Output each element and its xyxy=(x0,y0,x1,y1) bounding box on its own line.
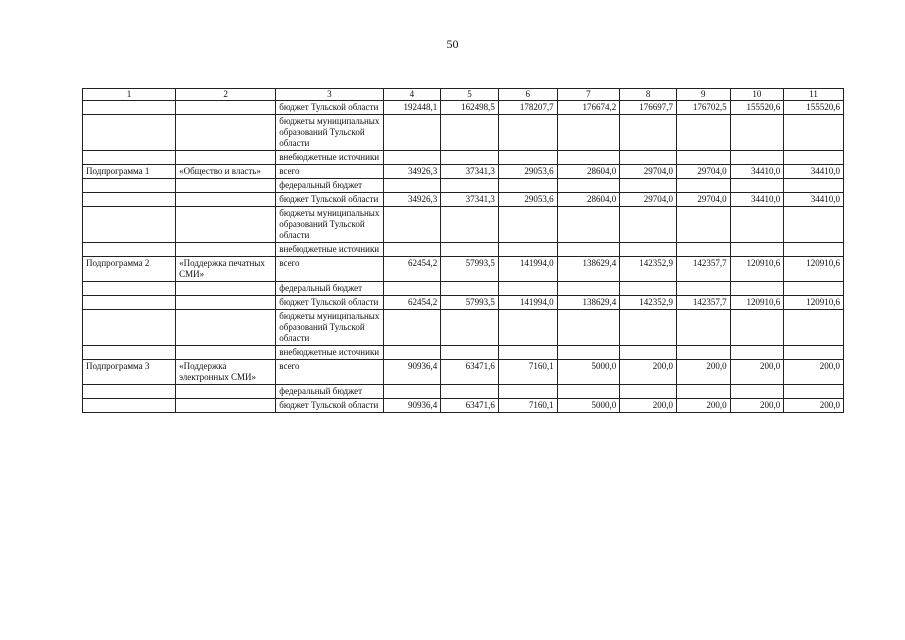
value-cell xyxy=(441,115,499,151)
value-cell xyxy=(620,346,677,360)
column-header: 2 xyxy=(176,89,276,101)
value-cell: 62454,2 xyxy=(383,257,441,282)
title-cell xyxy=(176,193,276,207)
program-cell xyxy=(83,151,176,165)
value-cell: 5000,0 xyxy=(557,399,620,413)
value-cell xyxy=(730,151,784,165)
value-cell: 34410,0 xyxy=(784,193,844,207)
source-cell: бюджет Тульской области xyxy=(276,296,383,310)
value-cell xyxy=(620,243,677,257)
program-cell xyxy=(83,115,176,151)
title-cell xyxy=(176,296,276,310)
value-cell xyxy=(557,385,620,399)
value-cell: 90936,4 xyxy=(383,360,441,385)
table-row xyxy=(83,257,844,282)
value-cell xyxy=(498,151,557,165)
value-cell xyxy=(441,282,499,296)
value-cell xyxy=(676,179,730,193)
value-cell: 142352,9 xyxy=(620,257,677,282)
value-cell xyxy=(730,310,784,346)
value-cell: 200,0 xyxy=(730,399,784,413)
title-cell xyxy=(176,243,276,257)
value-cell: 29704,0 xyxy=(676,193,730,207)
value-cell: 200,0 xyxy=(676,360,730,385)
value-cell xyxy=(557,179,620,193)
page-number: 50 xyxy=(446,37,459,51)
budget-table xyxy=(82,88,844,413)
value-cell: 34926,3 xyxy=(383,193,441,207)
value-cell: 34410,0 xyxy=(784,165,844,179)
source-cell: всего xyxy=(276,165,383,179)
value-cell xyxy=(620,310,677,346)
value-cell: 29704,0 xyxy=(676,165,730,179)
source-cell: внебюджетные источники xyxy=(276,243,383,257)
value-cell: 200,0 xyxy=(676,399,730,413)
source-cell: бюджеты муниципальных образований Тульской области xyxy=(276,310,383,346)
value-cell xyxy=(383,385,441,399)
value-cell xyxy=(784,179,844,193)
table-row xyxy=(83,101,844,115)
value-cell xyxy=(383,282,441,296)
value-cell xyxy=(498,282,557,296)
value-cell: 178207,7 xyxy=(498,101,557,115)
column-header: 4 xyxy=(383,89,441,101)
table-row xyxy=(83,385,844,399)
value-cell xyxy=(784,151,844,165)
column-header: 8 xyxy=(620,89,677,101)
value-cell: 29053,6 xyxy=(498,193,557,207)
value-cell xyxy=(383,115,441,151)
value-cell: 155520,6 xyxy=(730,101,784,115)
program-cell xyxy=(83,346,176,360)
value-cell: 200,0 xyxy=(730,360,784,385)
value-cell xyxy=(498,346,557,360)
value-cell xyxy=(676,115,730,151)
value-cell xyxy=(620,151,677,165)
value-cell xyxy=(498,385,557,399)
value-cell xyxy=(730,243,784,257)
program-cell: Подпрограмма 2 xyxy=(83,257,176,282)
title-cell: «Поддержка печатных СМИ» xyxy=(176,257,276,282)
column-header: 9 xyxy=(676,89,730,101)
value-cell xyxy=(620,385,677,399)
value-cell xyxy=(676,346,730,360)
value-cell: 29704,0 xyxy=(620,165,677,179)
value-cell xyxy=(383,243,441,257)
table-row xyxy=(83,165,844,179)
value-cell xyxy=(498,207,557,243)
value-cell: 176674,2 xyxy=(557,101,620,115)
title-cell xyxy=(176,385,276,399)
program-cell xyxy=(83,207,176,243)
value-cell xyxy=(557,115,620,151)
table-row xyxy=(83,399,844,413)
value-cell: 120910,6 xyxy=(784,257,844,282)
value-cell xyxy=(441,243,499,257)
value-cell: 120910,6 xyxy=(730,296,784,310)
table-row xyxy=(83,296,844,310)
header-row xyxy=(83,89,844,101)
value-cell xyxy=(441,207,499,243)
source-cell: внебюджетные источники xyxy=(276,346,383,360)
value-cell: 142357,7 xyxy=(676,296,730,310)
table-row xyxy=(83,179,844,193)
value-cell xyxy=(784,310,844,346)
column-header: 3 xyxy=(276,89,383,101)
source-cell: бюджеты муниципальных образований Тульской области xyxy=(276,115,383,151)
value-cell xyxy=(676,282,730,296)
value-cell: 57993,5 xyxy=(441,257,499,282)
table-row xyxy=(83,207,844,243)
value-cell xyxy=(441,310,499,346)
program-cell: Подпрограмма 1 xyxy=(83,165,176,179)
program-cell xyxy=(83,179,176,193)
program-cell xyxy=(83,310,176,346)
table-row xyxy=(83,151,844,165)
source-cell: бюджет Тульской области xyxy=(276,101,383,115)
value-cell: 176697,7 xyxy=(620,101,677,115)
title-cell xyxy=(176,101,276,115)
value-cell xyxy=(620,179,677,193)
value-cell: 37341,3 xyxy=(441,165,499,179)
value-cell xyxy=(441,346,499,360)
value-cell xyxy=(557,207,620,243)
program-cell xyxy=(83,399,176,413)
value-cell: 28604,0 xyxy=(557,193,620,207)
value-cell xyxy=(383,179,441,193)
value-cell: 200,0 xyxy=(784,399,844,413)
value-cell xyxy=(498,243,557,257)
column-header: 6 xyxy=(498,89,557,101)
value-cell: 34926,3 xyxy=(383,165,441,179)
source-cell: внебюджетные источники xyxy=(276,151,383,165)
table-row xyxy=(83,310,844,346)
table-row xyxy=(83,243,844,257)
value-cell xyxy=(383,310,441,346)
value-cell xyxy=(730,179,784,193)
value-cell: 90936,4 xyxy=(383,399,441,413)
value-cell: 200,0 xyxy=(620,399,677,413)
title-cell xyxy=(176,115,276,151)
value-cell: 63471,6 xyxy=(441,399,499,413)
value-cell xyxy=(784,207,844,243)
value-cell xyxy=(441,179,499,193)
source-cell: бюджеты муниципальных образований Тульской области xyxy=(276,207,383,243)
value-cell: 141994,0 xyxy=(498,296,557,310)
program-cell xyxy=(83,193,176,207)
column-header: 5 xyxy=(441,89,499,101)
value-cell xyxy=(784,346,844,360)
value-cell: 142352,9 xyxy=(620,296,677,310)
value-cell: 28604,0 xyxy=(557,165,620,179)
value-cell: 37341,3 xyxy=(441,193,499,207)
title-cell: «Общество и власть» xyxy=(176,165,276,179)
value-cell: 29704,0 xyxy=(620,193,677,207)
program-cell xyxy=(83,243,176,257)
value-cell xyxy=(676,207,730,243)
value-cell xyxy=(730,385,784,399)
program-cell xyxy=(83,101,176,115)
value-cell xyxy=(441,151,499,165)
source-cell: федеральный бюджет xyxy=(276,385,383,399)
value-cell xyxy=(730,282,784,296)
source-cell: федеральный бюджет xyxy=(276,179,383,193)
value-cell: 120910,6 xyxy=(784,296,844,310)
value-cell xyxy=(730,346,784,360)
value-cell xyxy=(498,115,557,151)
value-cell: 62454,2 xyxy=(383,296,441,310)
value-cell xyxy=(676,243,730,257)
column-header: 10 xyxy=(730,89,784,101)
value-cell xyxy=(441,385,499,399)
table-row xyxy=(83,282,844,296)
title-cell xyxy=(176,179,276,193)
program-cell xyxy=(83,296,176,310)
table-row xyxy=(83,346,844,360)
title-cell xyxy=(176,207,276,243)
value-cell: 192448,1 xyxy=(383,101,441,115)
program-cell xyxy=(83,282,176,296)
source-cell: всего xyxy=(276,257,383,282)
value-cell: 138629,4 xyxy=(557,257,620,282)
title-cell xyxy=(176,282,276,296)
value-cell: 176702,5 xyxy=(676,101,730,115)
value-cell xyxy=(557,151,620,165)
title-cell: «Поддержка электронных СМИ» xyxy=(176,360,276,385)
value-cell: 63471,6 xyxy=(441,360,499,385)
column-header: 11 xyxy=(784,89,844,101)
value-cell xyxy=(730,207,784,243)
title-cell xyxy=(176,346,276,360)
column-header: 1 xyxy=(83,89,176,101)
value-cell: 138629,4 xyxy=(557,296,620,310)
value-cell: 5000,0 xyxy=(557,360,620,385)
value-cell xyxy=(383,346,441,360)
title-cell xyxy=(176,310,276,346)
value-cell: 57993,5 xyxy=(441,296,499,310)
title-cell xyxy=(176,151,276,165)
value-cell xyxy=(676,310,730,346)
title-cell xyxy=(176,399,276,413)
value-cell xyxy=(784,282,844,296)
value-cell: 200,0 xyxy=(784,360,844,385)
value-cell xyxy=(730,115,784,151)
value-cell xyxy=(620,115,677,151)
value-cell: 7160,1 xyxy=(498,399,557,413)
table-row xyxy=(83,193,844,207)
value-cell xyxy=(620,207,677,243)
source-cell: федеральный бюджет xyxy=(276,282,383,296)
value-cell xyxy=(676,151,730,165)
value-cell xyxy=(498,179,557,193)
value-cell xyxy=(620,282,677,296)
value-cell: 155520,6 xyxy=(784,101,844,115)
source-cell: всего xyxy=(276,360,383,385)
value-cell: 34410,0 xyxy=(730,165,784,179)
value-cell: 141994,0 xyxy=(498,257,557,282)
value-cell xyxy=(784,385,844,399)
value-cell: 200,0 xyxy=(620,360,677,385)
value-cell xyxy=(784,243,844,257)
value-cell xyxy=(557,346,620,360)
table-row xyxy=(83,115,844,151)
value-cell xyxy=(676,385,730,399)
source-cell: бюджет Тульской области xyxy=(276,193,383,207)
column-header: 7 xyxy=(557,89,620,101)
value-cell: 34410,0 xyxy=(730,193,784,207)
value-cell xyxy=(557,310,620,346)
program-cell xyxy=(83,385,176,399)
table-body xyxy=(83,101,844,413)
value-cell xyxy=(383,151,441,165)
program-cell: Подпрограмма 3 xyxy=(83,360,176,385)
value-cell: 142357,7 xyxy=(676,257,730,282)
value-cell: 7160,1 xyxy=(498,360,557,385)
value-cell: 120910,6 xyxy=(730,257,784,282)
value-cell xyxy=(498,310,557,346)
value-cell: 162498,5 xyxy=(441,101,499,115)
value-cell xyxy=(784,115,844,151)
value-cell xyxy=(557,282,620,296)
value-cell: 29053,6 xyxy=(498,165,557,179)
value-cell xyxy=(383,207,441,243)
table-row xyxy=(83,360,844,385)
value-cell xyxy=(557,243,620,257)
source-cell: бюджет Тульской области xyxy=(276,399,383,413)
